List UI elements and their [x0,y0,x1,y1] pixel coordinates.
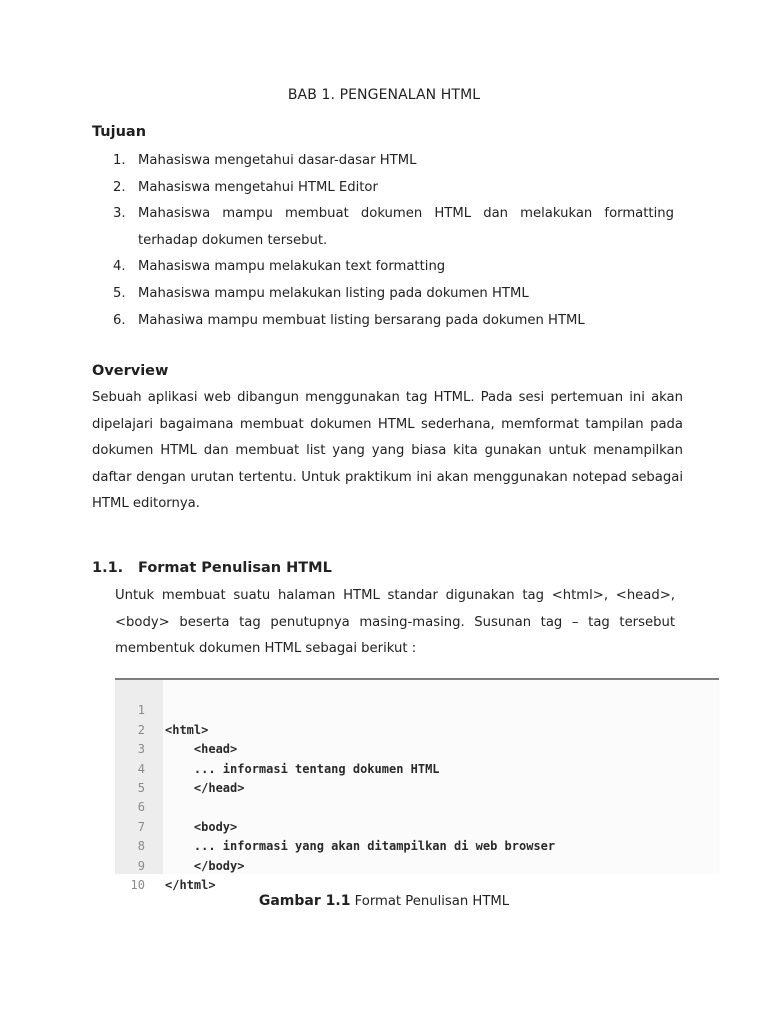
list-item-text: Mahasiswa mengetahui dasar-dasar HTML [138,153,417,168]
figure-caption [0,893,768,909]
line-number: 3 [137,742,145,757]
list-item-text: Mahasiswa mampu melakukan listing pada dokumen HTML [138,285,529,301]
list-item-number: 4. [113,259,126,275]
section-number: 1.1. [92,560,124,576]
list-item-number: 2. [113,179,126,195]
line-number: 4 [137,761,145,776]
list-item-number: 5. [113,285,126,301]
overview-heading: Overview [92,363,169,379]
list-item [92,201,674,254]
figure-caption-text: Format Penulisan HTML [350,894,510,909]
list-item-number: 6. [113,312,126,328]
code-text: </html> [165,878,216,892]
tujuan-heading: Tujuan [92,124,147,140]
list-item-number: 1. [113,153,126,168]
code-text: ... informasi tentang dokumen HTML [165,761,440,776]
line-number: 7 [137,819,145,834]
code-text: <html> [165,722,209,737]
list-item-number: 3. [113,206,126,222]
section-paragraph: Untuk membuat suatu halaman HTML standar digunakan tag <html>, <head>, <body> beserta tag penutupnya masing-masing. Susunan tag – tag tersebut membentuk dokumen HTML sebagai berikut : [115,588,675,657]
list-item-text: Mahasiwa mampu membuat listing bersarang pada dokumen HTML [138,312,585,328]
chapter-title: BAB 1. PENGENALAN HTML [287,87,481,103]
objectives-list [92,148,674,334]
list-item [92,308,674,335]
list-item [92,281,674,308]
code-text: </head> [165,781,245,795]
line-number: 10 [130,878,145,892]
code-text: ... informasi yang akan ditampilkan di web browser [165,839,556,854]
code-text: </body> [165,858,245,873]
code-text: <head> [165,742,238,757]
line-number: 2 [137,722,145,737]
list-item-text: Mahasiswa mampu membuat dokumen HTML dan melakukan formatting terhadap dokumen tersebut. [138,206,674,248]
code-listing [115,678,719,892]
line-number: 8 [137,839,145,854]
list-item [92,175,674,202]
list-item-text: Mahasiswa mampu melakukan text formatting [138,259,446,275]
line-number: 5 [137,781,145,795]
figure-label: Gambar 1.1 [258,893,351,909]
code-line [115,682,719,737]
list-item [92,254,674,281]
list-item [92,148,674,175]
list-item-text: Mahasiswa mengetahui HTML Editor [138,179,378,195]
code-text: <body> [165,819,238,834]
line-number: 1 [137,703,145,718]
code-line [115,779,719,834]
line-number: 6 [137,800,145,815]
section-title: Format Penulisan HTML [138,560,332,576]
overview-paragraph: Sebuah aplikasi web dibangun menggunakan tag HTML. Pada sesi pertemuan ini akan dipelajari bagaimana membuat dokumen HTML sederhana, memformat tampilan pada dokumen HTML dan membuat list yang yang biasa kita gunakan untuk menampilkan daftar dengan urutan tertentu. Untuk praktikum ini akan menggunakan notepad sebagai HTML editornya. [92,390,683,512]
line-number: 9 [137,858,145,873]
